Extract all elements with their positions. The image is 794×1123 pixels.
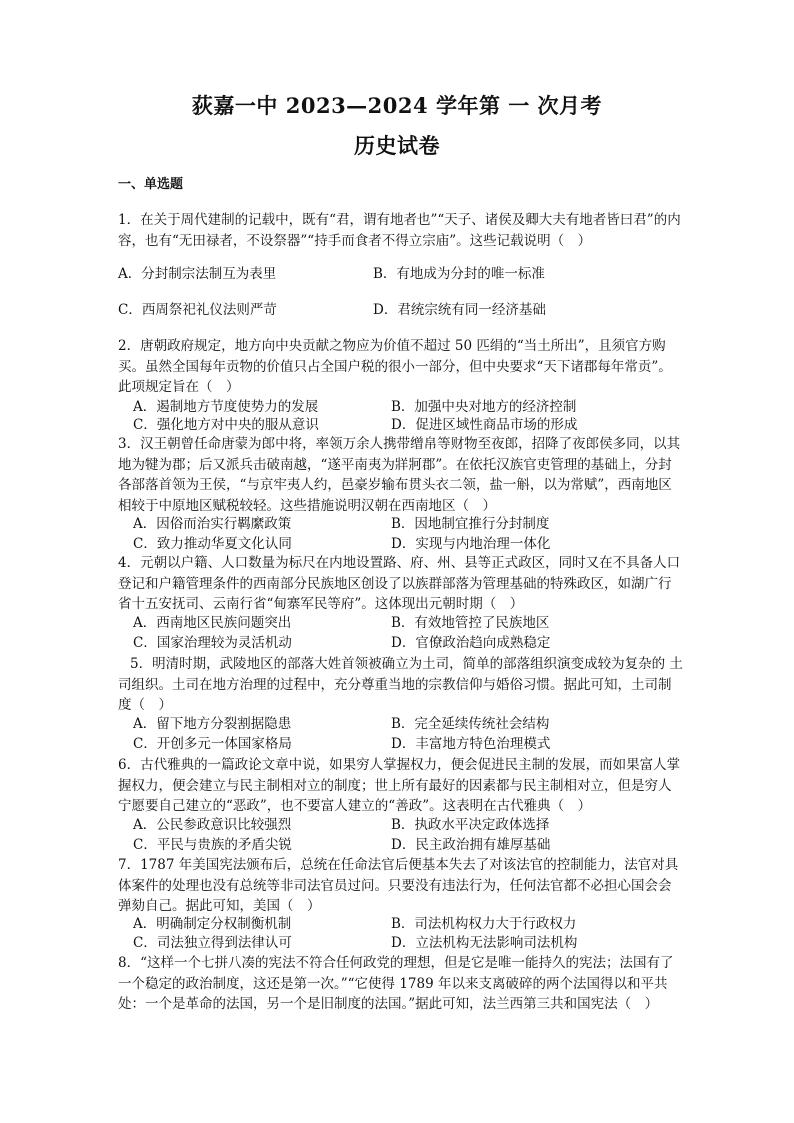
question-7-option-b[interactable]: B．司法机构权力大于行政权力 <box>391 916 577 932</box>
question-7-option-c[interactable]: C．司法独立得到法律认可 <box>133 935 292 951</box>
question-4-option-d[interactable]: D．官僚政治趋向成熟稳定 <box>391 635 551 651</box>
question-1-stem: 1．在关于周代建制的记载中，既有“君，谓有地者也”“天子、诸侯及卿大夫有地者皆曰君”的内容，也有“无田禄者，不设祭器”“持手而食者不得立宗庙”。这些记载说明（ ） <box>118 212 681 249</box>
question-8-stem: 8．“这样一个七拼八凑的宪法不符合任何政党的理想，但是它是唯一能持久的宪法；法国有了一个稳定的政治制度，这还是第一次。”“它使得 1789 年以来支离破碎的两个法国得以和平共处：一个是革命的法国，另一个是旧制度的法国。”据此可知，法兰西第三共和国宪法（ ） <box>118 955 674 1012</box>
question-1-option-d[interactable]: D．君统宗统有同一经济基础 <box>373 302 546 318</box>
question-2-option-a[interactable]: A．遏制地方节度使势力的发展 <box>133 399 319 415</box>
exam-subtitle: 历史试卷 <box>354 133 440 158</box>
question-6-option-a[interactable]: A．公民参政意识比较强烈 <box>133 817 292 833</box>
question-2-option-d[interactable]: D．促进区域性商品市场的形成 <box>391 417 578 433</box>
question-5-option-d[interactable]: D．丰富地方特色治理模式 <box>391 736 551 752</box>
question-5-stem: 5．明清时期，武陵地区的部落大姓首领被确立为土司，简单的部落组织演变成较为复杂的 土司组织。土司在地方治理的过程中，充分尊重当地的宗教信仰与婚俗习惯。据此可知，土司制度（ ） <box>118 656 683 713</box>
question-3-option-c[interactable]: C．致力推动华夏文化认同 <box>133 536 292 552</box>
question-7-option-d[interactable]: D．立法机构无法影响司法机构 <box>391 935 578 951</box>
question-6-option-d[interactable]: D．民主政治拥有雄厚基础 <box>391 837 551 853</box>
question-5-option-b[interactable]: B．完全延续传统社会结构 <box>391 716 550 732</box>
question-3-option-d[interactable]: D．实现与内地治理一体化 <box>391 536 551 552</box>
question-3-option-b[interactable]: B．因地制宜推行分封制度 <box>391 516 550 532</box>
question-6-option-c[interactable]: C．平民与贵族的矛盾尖锐 <box>133 837 292 853</box>
question-2-option-b[interactable]: B．加强中央对地方的经济控制 <box>391 399 577 415</box>
question-1-option-a[interactable]: A．分封制宗法制互为表里 <box>118 266 277 282</box>
question-4-option-b[interactable]: B．有效地管控了民族地区 <box>391 615 550 631</box>
question-3-stem: 3．汉王朝曾任命唐蒙为郎中将，率领万余人携带缯帛等财物至夜郎，招降了夜郎侯多同，以其地为犍为郡；后又派兵击破南越，“遂平南夷为牂牁郡”。在依托汉族官吏管理的基础上，分封各部落首领为王侯，“与京牢夷人约，邑豪岁输布贯头衣二领，盐一斛，以为常赋”，西南地区相较于中原地区赋税较轻。这些措施说明汉朝在西南地区（ ） <box>118 436 681 514</box>
question-5-option-a[interactable]: A．留下地方分裂割据隐患 <box>133 716 292 732</box>
question-1-option-c[interactable]: C．西周祭祀礼仪法则严苛 <box>118 302 277 318</box>
question-4-option-c[interactable]: C．国家治理较为灵活机动 <box>133 635 292 651</box>
question-2-option-c[interactable]: C．强化地方对中央的服从意识 <box>133 417 319 433</box>
section-heading: 一、单选题 <box>118 177 184 192</box>
question-7-stem: 7．1787 年美国宪法颁布后，总统在任命法官后便基本失去了对该法官的控制能力，法官对具体案件的处理也没有总统等非司法官员过问。只要没有违法行为，任何法官都不必担心国会会弹劾自己。据此可知，美国（ ） <box>118 857 679 914</box>
question-4-stem: 4．元朝以户籍、人口数量为标尺在内地设置路、府、州、县等正式政区，同时又在不具备人口登记和户籍管理条件的西南部分民族地区创设了以族群部落为管理基础的特殊政区，如湖广行省十五安抚司、云南行省“甸寨军民等府”。这体现出元朝时期（ ） <box>118 555 681 612</box>
question-5-option-c[interactable]: C．开创多元一体国家格局 <box>133 736 292 752</box>
question-6-option-b[interactable]: B．执政水平决定政体选择 <box>391 817 550 833</box>
question-6-stem: 6．古代雅典的一篇政论文章中说，如果穷人掌握权力，便会促进民主制的发展，而如果富人掌握权力，便会建立与民主制相对立的制度；世上所有最好的因素都与民主制相对立，但是穷人宁愿要自己建立的“恶政”，也不要富人建立的“善政”。这表明在古代雅典（ ） <box>118 757 681 814</box>
question-1-option-b[interactable]: B．有地成为分封的唯一标准 <box>373 266 545 282</box>
question-7-option-a[interactable]: A．明确制定分权制衡机制 <box>133 916 292 932</box>
question-2-stem: 2．唐朝政府规定，地方向中央贡献之物应为价值不超过 50 匹绢的“当土所出”，且须官方购买。虽然全国每年贡物的价值只占全国户税的很小一部分，但中央要求“天下诸郡每年常贡”。此项规定旨在（ ） <box>118 338 672 395</box>
question-3-option-a[interactable]: A．因俗而治实行羁縻政策 <box>133 516 292 532</box>
question-4-option-a[interactable]: A．西南地区民族问题突出 <box>133 615 292 631</box>
exam-title: 荻嘉一中 2023—2024 学年第 一 次月考 <box>191 93 603 118</box>
